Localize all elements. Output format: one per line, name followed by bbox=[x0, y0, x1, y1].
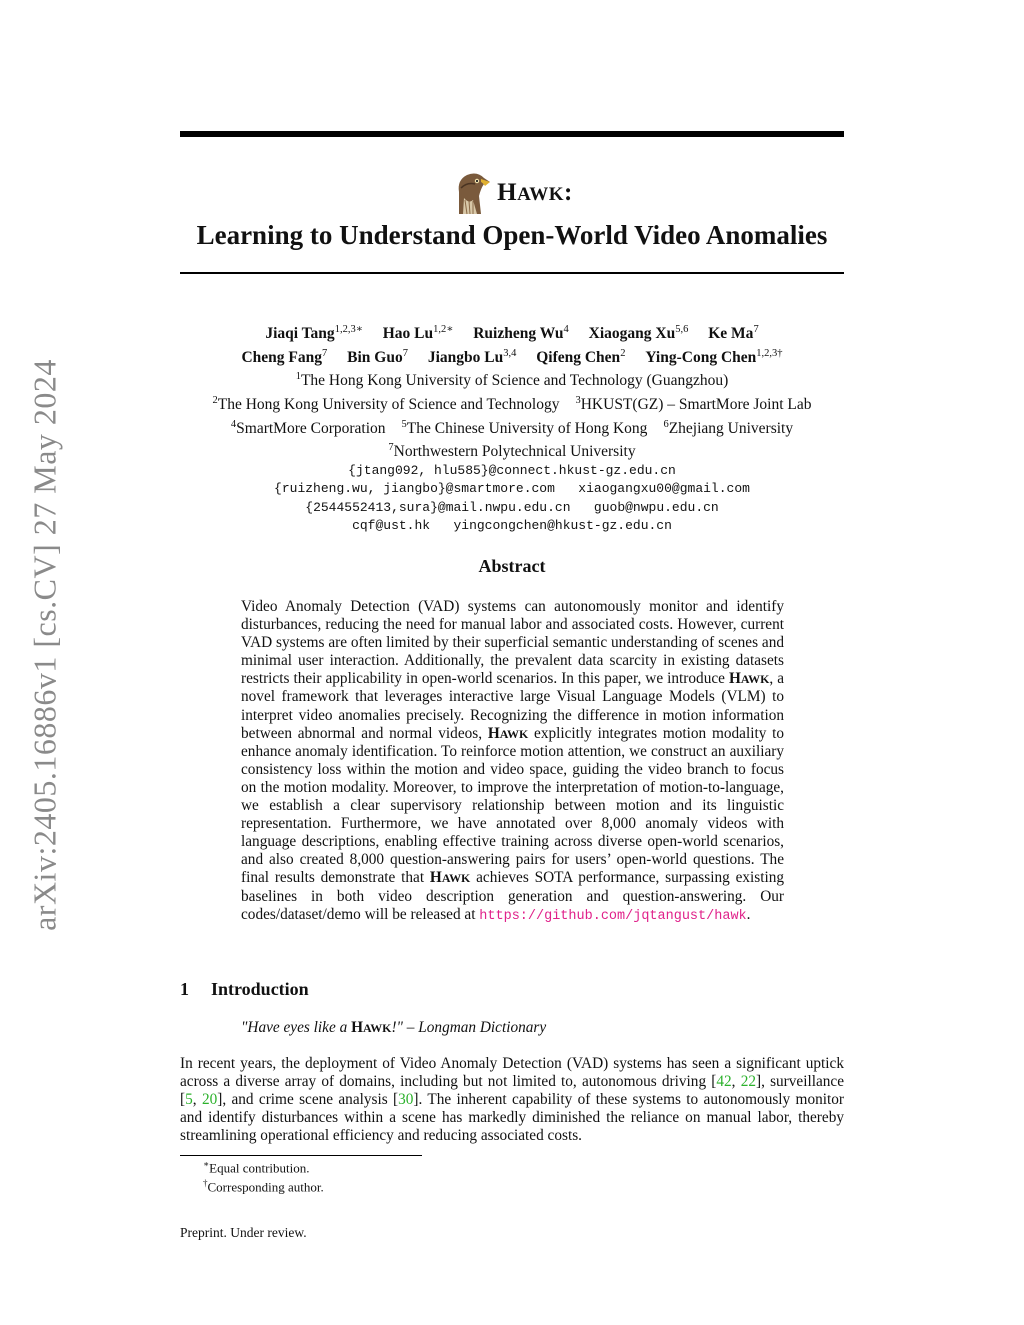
affiliation: The Hong Kong University of Science and Technology bbox=[217, 396, 560, 414]
citation-link[interactable]: 42 bbox=[716, 1073, 732, 1091]
author-name: Jiaqi Tang bbox=[265, 325, 335, 343]
hawk-colon: : bbox=[564, 179, 573, 206]
affiliation: The Chinese University of Hong Kong bbox=[406, 419, 648, 437]
author-affiliation-mark: 7 bbox=[322, 347, 328, 359]
email-line[interactable]: cqf@ust.hk yingcongchen@hkust-gz.edu.cn bbox=[352, 518, 672, 534]
title-block bbox=[180, 168, 844, 251]
author-name: Hao Lu bbox=[382, 325, 434, 343]
title-bottom-rule bbox=[180, 272, 844, 274]
preprint-notice: Preprint. Under review. bbox=[180, 1225, 307, 1240]
hawk-name: HAWK bbox=[728, 670, 770, 688]
author-name: Qifeng Chen bbox=[536, 348, 621, 366]
section-number: 1 bbox=[180, 979, 189, 999]
affiliation: Zhejiang University bbox=[668, 419, 794, 437]
arxiv-sidebar bbox=[0, 345, 90, 945]
hawk-head-icon bbox=[451, 170, 491, 216]
author-name: Jiangbo Lu bbox=[427, 348, 504, 366]
author-row bbox=[180, 344, 844, 368]
citation-link[interactable]: 30 bbox=[398, 1091, 414, 1109]
title-line bbox=[180, 168, 844, 218]
footnote-rule bbox=[180, 1155, 422, 1156]
citation-link[interactable]: 20 bbox=[201, 1091, 218, 1109]
abstract-heading: Abstract bbox=[478, 556, 546, 576]
footnote: ∗Equal contribution. bbox=[203, 1159, 310, 1176]
hawk-name: HAWK bbox=[351, 1019, 392, 1036]
author-name: Ruizheng Wu bbox=[473, 325, 564, 343]
author-row bbox=[180, 320, 844, 344]
section-heading bbox=[180, 979, 309, 1000]
affiliation-row: $^2$The Hong Kong University of Science and Technology $^3$HKUST(GZ) – SmartMore Joint Lab bbox=[212, 394, 812, 414]
affiliation: HKUST(GZ) – SmartMore Joint Lab bbox=[580, 396, 812, 414]
hawk-name bbox=[497, 179, 573, 207]
author-name: Bin Guo bbox=[347, 348, 403, 366]
github-link[interactable]: https://github.com/jqtangust/hawk bbox=[479, 908, 747, 924]
epigraph: "Have eyes like a HAWK!" – Longman Dictionary bbox=[241, 1019, 547, 1036]
section-title: Introduction bbox=[211, 979, 309, 999]
author-name: Ke Ma bbox=[708, 325, 754, 343]
title-top-rule bbox=[180, 131, 844, 137]
email-line[interactable]: {jtang092, hlu585}@connect.hkust-gz.edu.cn bbox=[348, 462, 676, 478]
affiliation: Northwestern Polytechnical University bbox=[393, 443, 636, 461]
author-affiliation-mark: 1,2∗ bbox=[433, 324, 454, 335]
author-affiliation-mark: 3,4 bbox=[503, 347, 517, 359]
footnote: †Corresponding author. bbox=[203, 1178, 324, 1195]
author-affiliation-mark: 1,2,3† bbox=[756, 347, 783, 359]
author-block bbox=[180, 320, 844, 536]
author-affiliation-mark: 1,2,3∗ bbox=[334, 324, 363, 335]
author-name: Cheng Fang bbox=[241, 348, 322, 366]
hawk-name: HAWK bbox=[429, 869, 471, 887]
email-line[interactable]: {2544552413,sura}@mail.nwpu.edu.cn guob@nwpu.edu.cn bbox=[305, 499, 719, 515]
author-name: Xiaogang Xu bbox=[588, 325, 676, 343]
paper-title: Learning to Understand Open-World Video Anomalies bbox=[196, 220, 828, 250]
citation-link[interactable]: 5 bbox=[185, 1091, 193, 1109]
introduction-paragraph: In recent years, the deployment of Video Anomaly Detection (VAD) systems has seen a significant uptick across a diverse array of domains, including but not limited to, autonomous driving [42, 22], surveillance [5, 20], and crime scene analysis [30]. The inherent capability of these systems to autonomously monitor and identify disturbances within a scene has markedly diminished the reliance on manual labor, thereby streamlining operational efficiency and reducing associated costs. bbox=[180, 1055, 844, 1145]
email-line[interactable]: {ruizheng.wu, jiangbo}@smartmore.com xiaogangxu00@gmail.com bbox=[274, 481, 750, 497]
affiliation-row: $^7$Northwestern Polytechnical University bbox=[388, 442, 636, 461]
hawk-name: HAWK bbox=[487, 724, 529, 742]
author-affiliation-mark: 7 bbox=[753, 324, 759, 335]
author-affiliation-mark: 4 bbox=[563, 324, 569, 335]
author-affiliation-mark: 7 bbox=[402, 347, 408, 359]
citation-link[interactable]: 22 bbox=[740, 1073, 756, 1091]
author-affiliation-mark: 2 bbox=[620, 347, 626, 359]
hawk-initial: H bbox=[497, 179, 518, 206]
arxiv-identifier: arXiv:2405.16886v1 [cs.CV] 27 May 2024 bbox=[26, 359, 63, 931]
affiliation-row: $^4$SmartMore Corporation $^5$The Chinese University of Hong Kong $^6$Zhejiang University bbox=[230, 418, 794, 437]
affiliation-row: $^1$The Hong Kong University of Science and Technology (Guangzhou) bbox=[295, 371, 729, 390]
abstract-body: Video Anomaly Detection (VAD) systems can autonomously monitor and identify disturbances, reducing the need for manual labor and associated costs. However, current VAD systems are often limited by their superficial semantic understanding of scenes and minimal user interaction. Additionally, the prevalent data scarcity in existing datasets restricts their applicability in open-world scenarios. In this paper, we introduce HAWK, a novel framework that leverages interactive large Visual Language Models (VLM) to interpret video anomalies precisely. Recognizing the difference in motion information between abnormal and normal videos, HAWK explicitly integrates motion modality to enhance anomaly identification. To reinforce motion attention, we construct an auxiliary consistency loss within the motion and video space, guiding the video branch to focus on the motion modality. Moreover, to improve the interpretation of motion-to-language, we establish a clear supervisory relationship between motion and its linguistic representation. Furthermore, we have annotated over 8,000 anomaly videos with language descriptions, enabling effective training across diverse open-world scenarios, and also created 8,000 question-answering pairs for users’ open-world questions. The final results demonstrate that HAWK achieves SOTA performance, surpassing existing baselines in both video description generation and question-answering. Our codes/dataset/demo will be released at https://github.com/jqtangust/hawk. bbox=[241, 598, 785, 924]
affiliation: The Hong Kong University of Science and Technology (Guangzhou) bbox=[300, 372, 729, 390]
hawk-rest: AWK bbox=[517, 184, 565, 205]
author-name: Ying-Cong Chen bbox=[645, 348, 757, 366]
author-affiliation-mark: 5,6 bbox=[675, 324, 689, 335]
affiliation: SmartMore Corporation bbox=[236, 419, 386, 437]
